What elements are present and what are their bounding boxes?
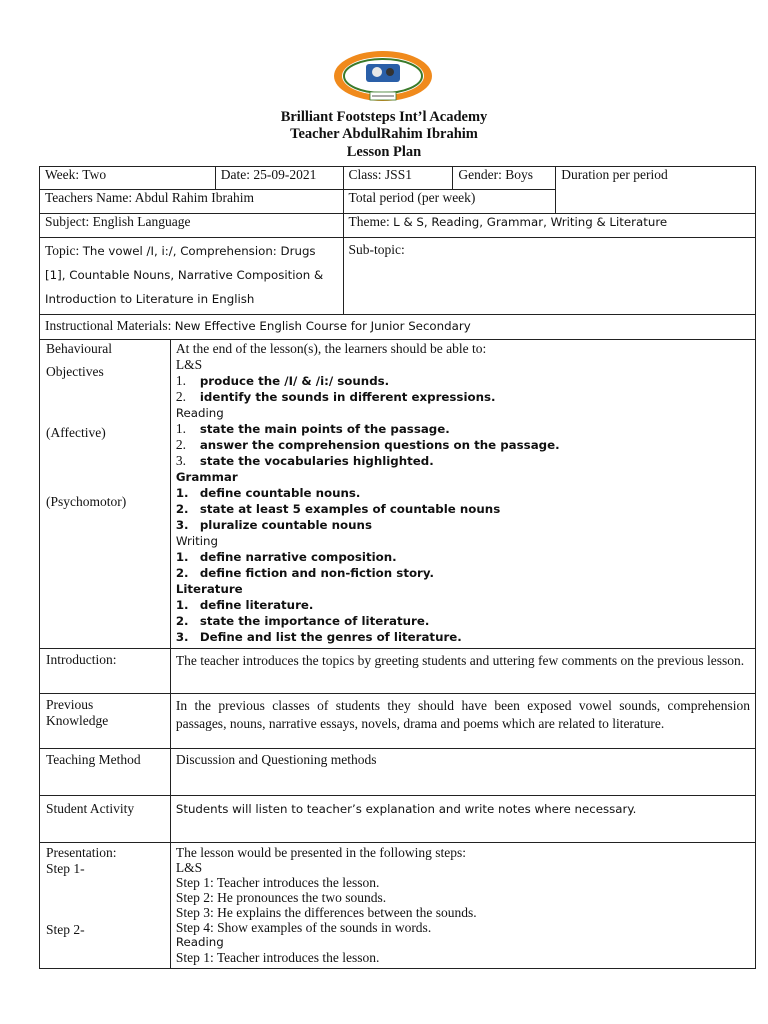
topic-line-2: [1], Countable Nouns, Narrative Composition & — [45, 268, 324, 282]
teaching-method-label: Teaching Method — [40, 749, 171, 796]
ls-step: Step 3: He explains the differences between the sounds. — [175, 905, 477, 920]
objective-item: define countable nouns. — [199, 486, 361, 500]
objective-item: state at least 5 examples of countable nouns — [199, 502, 501, 516]
section-title: Reading — [175, 406, 224, 420]
step1-label: Step 1- — [46, 861, 85, 876]
school-logo — [330, 50, 436, 106]
previous-knowledge-label: Previous Knowledge — [40, 694, 171, 749]
topic-line-3: Introduction to Literature in English — [45, 292, 255, 306]
objective-item: define literature. — [199, 598, 314, 612]
duration-cell: Duration per period — [556, 167, 756, 214]
previous-knowledge-text: In the previous classes of students they should have been exposed vowel sounds, comprehension passages, nouns, narrative essays, novels, drama and poems which are related to literature. — [170, 694, 755, 749]
theme-value: L & S, Reading, Grammar, Writing & Literature — [393, 215, 668, 229]
ls-step: Step 4: Show examples of the sounds in words. — [175, 920, 432, 935]
subject-cell: Subject: English Language — [40, 214, 344, 238]
date-cell: Date: 25-09-2021 — [215, 167, 343, 190]
materials-cell: Instructional Materials: New Effective English Course for Junior Secondary — [40, 315, 756, 340]
ls-title: L&S — [175, 860, 203, 875]
materials-value: New Effective English Course for Junior Secondary — [174, 319, 471, 333]
topic-line-1: The vowel /I, i:/, Comprehension: Drugs — [82, 244, 316, 258]
objective-item: answer the comprehension questions on the passage. — [199, 438, 560, 452]
school-name: Brilliant Footsteps Int’l Academy — [280, 109, 488, 125]
objective-item: state the vocabularies highlighted. — [199, 454, 434, 468]
objective-item: define fiction and non-fiction story. — [199, 566, 434, 580]
objective-item: pluralize countable nouns — [199, 518, 372, 532]
presentation-row — [40, 843, 756, 969]
objective-item: define narrative composition. — [199, 550, 397, 564]
presentation-label-cell — [40, 843, 171, 969]
objective-item: state the importance of literature. — [199, 614, 430, 628]
topic-cell: Topic: The vowel /I, i:/, Comprehension: Drugs [1], Countable Nouns, Narrative Composition & Introduction to Literature in English — [40, 238, 344, 315]
total-period-cell: Total period (per week) — [343, 190, 556, 214]
teaching-method-text: Discussion and Questioning methods — [170, 749, 755, 796]
objectives-row — [40, 340, 756, 649]
previous-knowledge-row — [40, 694, 756, 749]
introduction-text: The teacher introduces the topics by greeting students and uttering few comments on the previous lesson. — [170, 649, 755, 694]
section-title: Grammar — [175, 470, 238, 484]
subtopic-cell: Sub-topic: — [343, 238, 755, 315]
affective-label: (Affective) — [46, 425, 106, 440]
student-activity-text: Students will listen to teacher’s explanation and write notes where necessary. — [170, 796, 755, 843]
reading-title: Reading — [175, 935, 224, 949]
presentation-content-cell — [170, 843, 755, 969]
ls-step: Step 2: He pronounces the two sounds. — [175, 890, 387, 905]
objective-item: Define and list the genres of literature. — [199, 630, 462, 644]
objectives-content-cell: At the end of the lesson(s), the learners should be able to: L&S 1. produce the /I/ & /i:/ sounds. 2. identify the sounds in different expressions. Reading 1. state the main points of the passage. 2. answer the comprehension questions on the passage. 3. state the vocabularies highlighted. Grammar 1. define countable nouns. 2. state at least 5 examples of countable nouns 3. pluralize countable nouns Writing 1. define narrative composition. 2. define fiction and non-fiction story. Literature 1. define literature. 2. state the importance of literature. 3. Define and list the genres of literature. — [170, 340, 755, 649]
teacher-heading: Teacher AbdulRahim Ibrahim — [290, 126, 478, 142]
ls-step: Step 1: Teacher introduces the lesson. — [175, 875, 380, 890]
psychomotor-label: (Psychomotor) — [46, 494, 127, 509]
step2-label: Step 2- — [46, 922, 85, 937]
lesson-info-table — [39, 166, 756, 340]
introduction-row — [40, 649, 756, 694]
week-cell: Week: Two — [40, 167, 216, 190]
teacher-name-cell: Teachers Name: Abdul Rahim Ibrahim — [40, 190, 344, 214]
section-title: Literature — [175, 582, 243, 596]
class-cell: Class: JSS1 — [343, 167, 453, 190]
reading-step: Step 1: Teacher introduces the lesson. — [175, 950, 380, 965]
student-activity-row — [40, 796, 756, 843]
document-title: Lesson Plan — [346, 144, 422, 160]
theme-cell: Theme: L & S, Reading, Grammar, Writing & Literature — [343, 214, 755, 238]
presentation-label: Presentation: — [46, 845, 117, 860]
gender-cell: Gender: Boys — [453, 167, 556, 190]
objective-item: state the main points of the passage. — [199, 422, 450, 436]
presentation-intro: The lesson would be presented in the following steps: — [175, 845, 467, 860]
objectives-label-cell: Behavioural Objectives (Affective) (Psychomotor) — [40, 340, 171, 649]
student-activity-label: Student Activity — [40, 796, 171, 843]
objective-item: produce the /I/ & /i:/ sounds. — [199, 374, 390, 388]
section-title: Writing — [175, 534, 218, 548]
objectives-intro: At the end of the lesson(s), the learners should be able to: — [175, 341, 487, 356]
lesson-plan-table — [39, 339, 756, 969]
teaching-method-row — [40, 749, 756, 796]
section-title: L&S — [175, 357, 203, 372]
introduction-label: Introduction: — [40, 649, 171, 694]
objective-item: identify the sounds in different expressions. — [199, 390, 496, 404]
